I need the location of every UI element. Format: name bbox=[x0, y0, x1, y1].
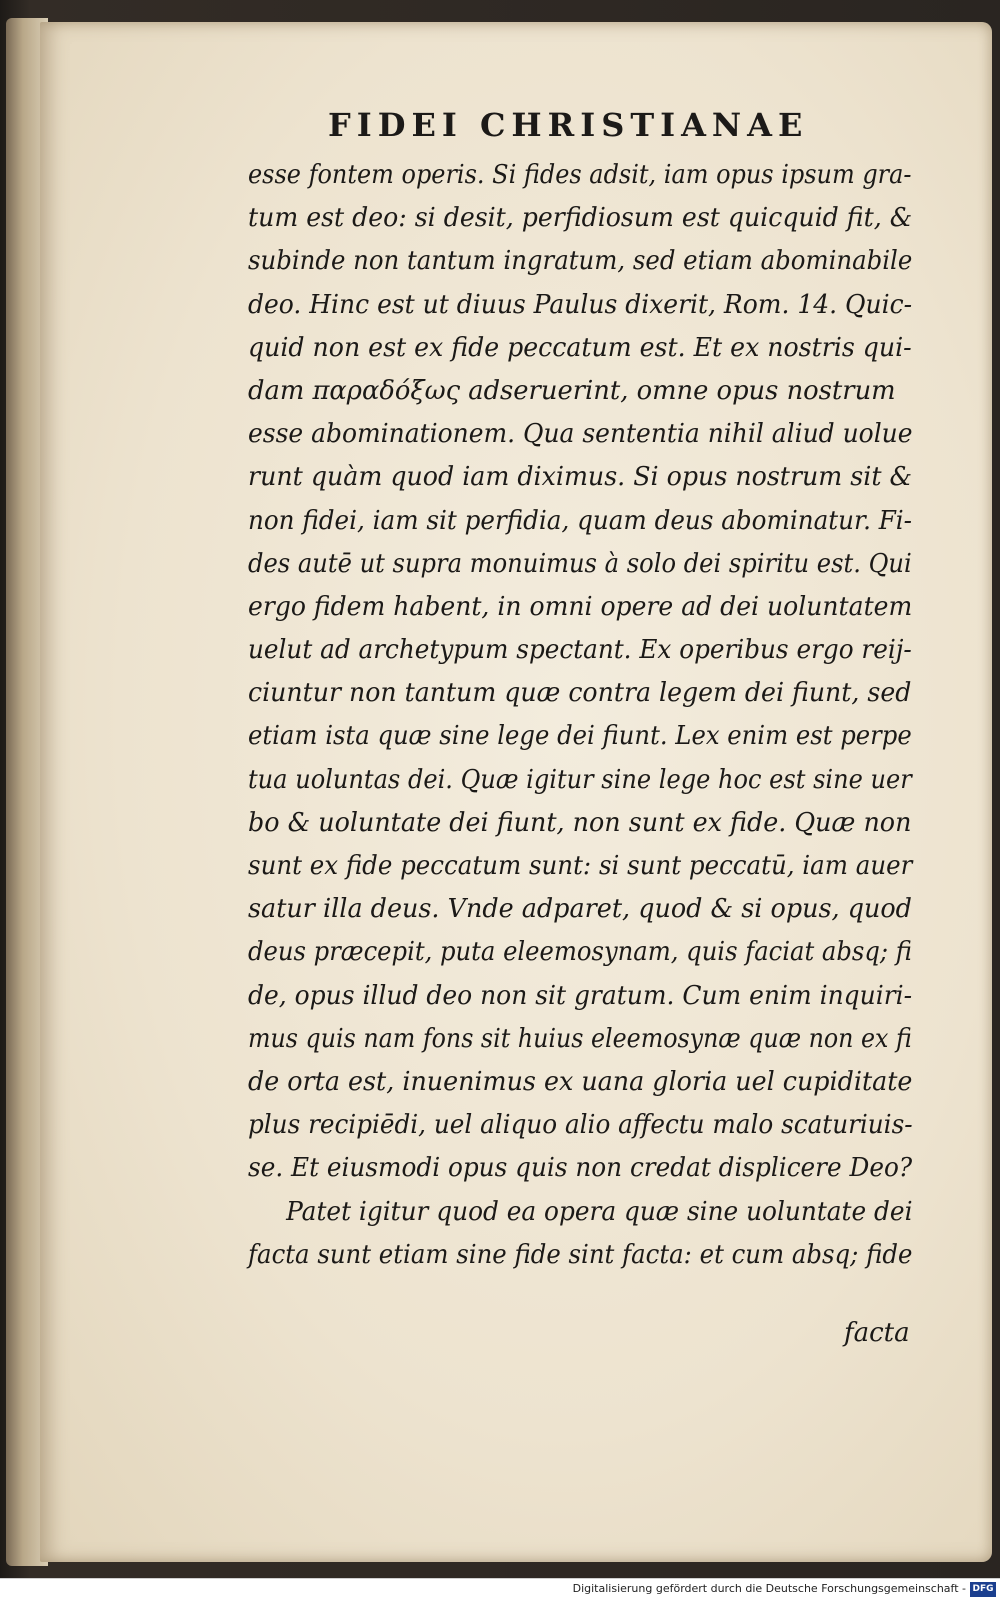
text-line: etiam ista quæ sine lege dei fiunt. Lex enim est perpe bbox=[248, 721, 912, 752]
text-line: ergo fidem habent, in omni opere ad dei uoluntatem bbox=[248, 591, 913, 622]
text-line: ciuntur non tantum quæ contra legem dei fiunt, sed bbox=[248, 678, 912, 709]
footer-credit: Digitalisierung gefördert durch die Deutsche Forschungsgemeinschaft - bbox=[572, 1582, 966, 1595]
catchword: facta bbox=[844, 1318, 910, 1348]
text-line: deo. Hinc est ut diuus Paulus dixerit, Rom. 14. Quic- bbox=[248, 289, 913, 320]
text-line: dam παραδόξως adseruerint, omne opus nostrum bbox=[248, 375, 896, 406]
text-line: tua uoluntas dei. Quæ igitur sine lege hoc est sine uer bbox=[248, 764, 912, 795]
text-line: runt quàm quod iam diximus. Si opus nostrum sit & bbox=[248, 462, 913, 493]
text-line: esse fontem operis. Si fides adsit, iam opus ipsum gra- bbox=[248, 160, 912, 190]
text-line: de, opus illud deo non sit gratum. Cum enim inquiri- bbox=[248, 980, 913, 1011]
text-line: facta sunt etiam sine fide sint facta: et cum absq; fide bbox=[248, 1239, 913, 1270]
text-line: bo & uoluntate dei fiunt, non sunt ex fide. Quæ non bbox=[248, 807, 912, 838]
text-line: des autē ut supra monuimus à solo dei spiritu est. Qui bbox=[248, 548, 912, 579]
footer-bar bbox=[0, 1578, 1000, 1601]
text-line: se. Et eiusmodi opus quis non credat displicere Deo? bbox=[248, 1153, 913, 1184]
text-line: deus præcepit, puta eleemosynam, quis faciat absq; fi bbox=[248, 937, 912, 968]
header-title: FIDEI CHRISTIANAE bbox=[328, 106, 809, 144]
text-line: non fidei, iam sit perfidia, quam deus abominatur. Fi- bbox=[248, 505, 913, 536]
text-line: esse abominationem. Qua sententia nihil aliud uolue bbox=[248, 419, 913, 450]
text-line: mus quis nam fons sit huius eleemosynæ quæ non ex fi bbox=[248, 1023, 912, 1054]
text-line: Patet igitur quod ea opera quæ sine uoluntate dei bbox=[286, 1196, 913, 1227]
running-head bbox=[258, 106, 858, 150]
text-line: sunt ex fide peccatum sunt: si sunt peccatū, iam auer bbox=[248, 851, 913, 881]
text-line: uelut ad archetypum spectant. Ex operibus ergo reij- bbox=[248, 635, 912, 666]
text-line: plus recipiēdi, uel aliquo alio affectu malo scaturiuis- bbox=[248, 1110, 913, 1141]
text-line: de orta est, inuenimus ex uana gloria uel cupiditate bbox=[248, 1066, 913, 1097]
body-text bbox=[248, 154, 918, 1277]
text-line: subinde non tantum ingratum, sed etiam abominabile bbox=[248, 246, 913, 277]
dfg-logo: DFG bbox=[970, 1582, 996, 1597]
text-line: satur illa deus. Vnde adparet, quod & si opus, quod bbox=[248, 894, 912, 925]
text-line: tum est deo: si desit, perfidiosum est quicquid fit, & bbox=[248, 203, 913, 234]
text-line: quid non est ex fide peccatum est. Et ex nostris qui- bbox=[248, 332, 912, 363]
